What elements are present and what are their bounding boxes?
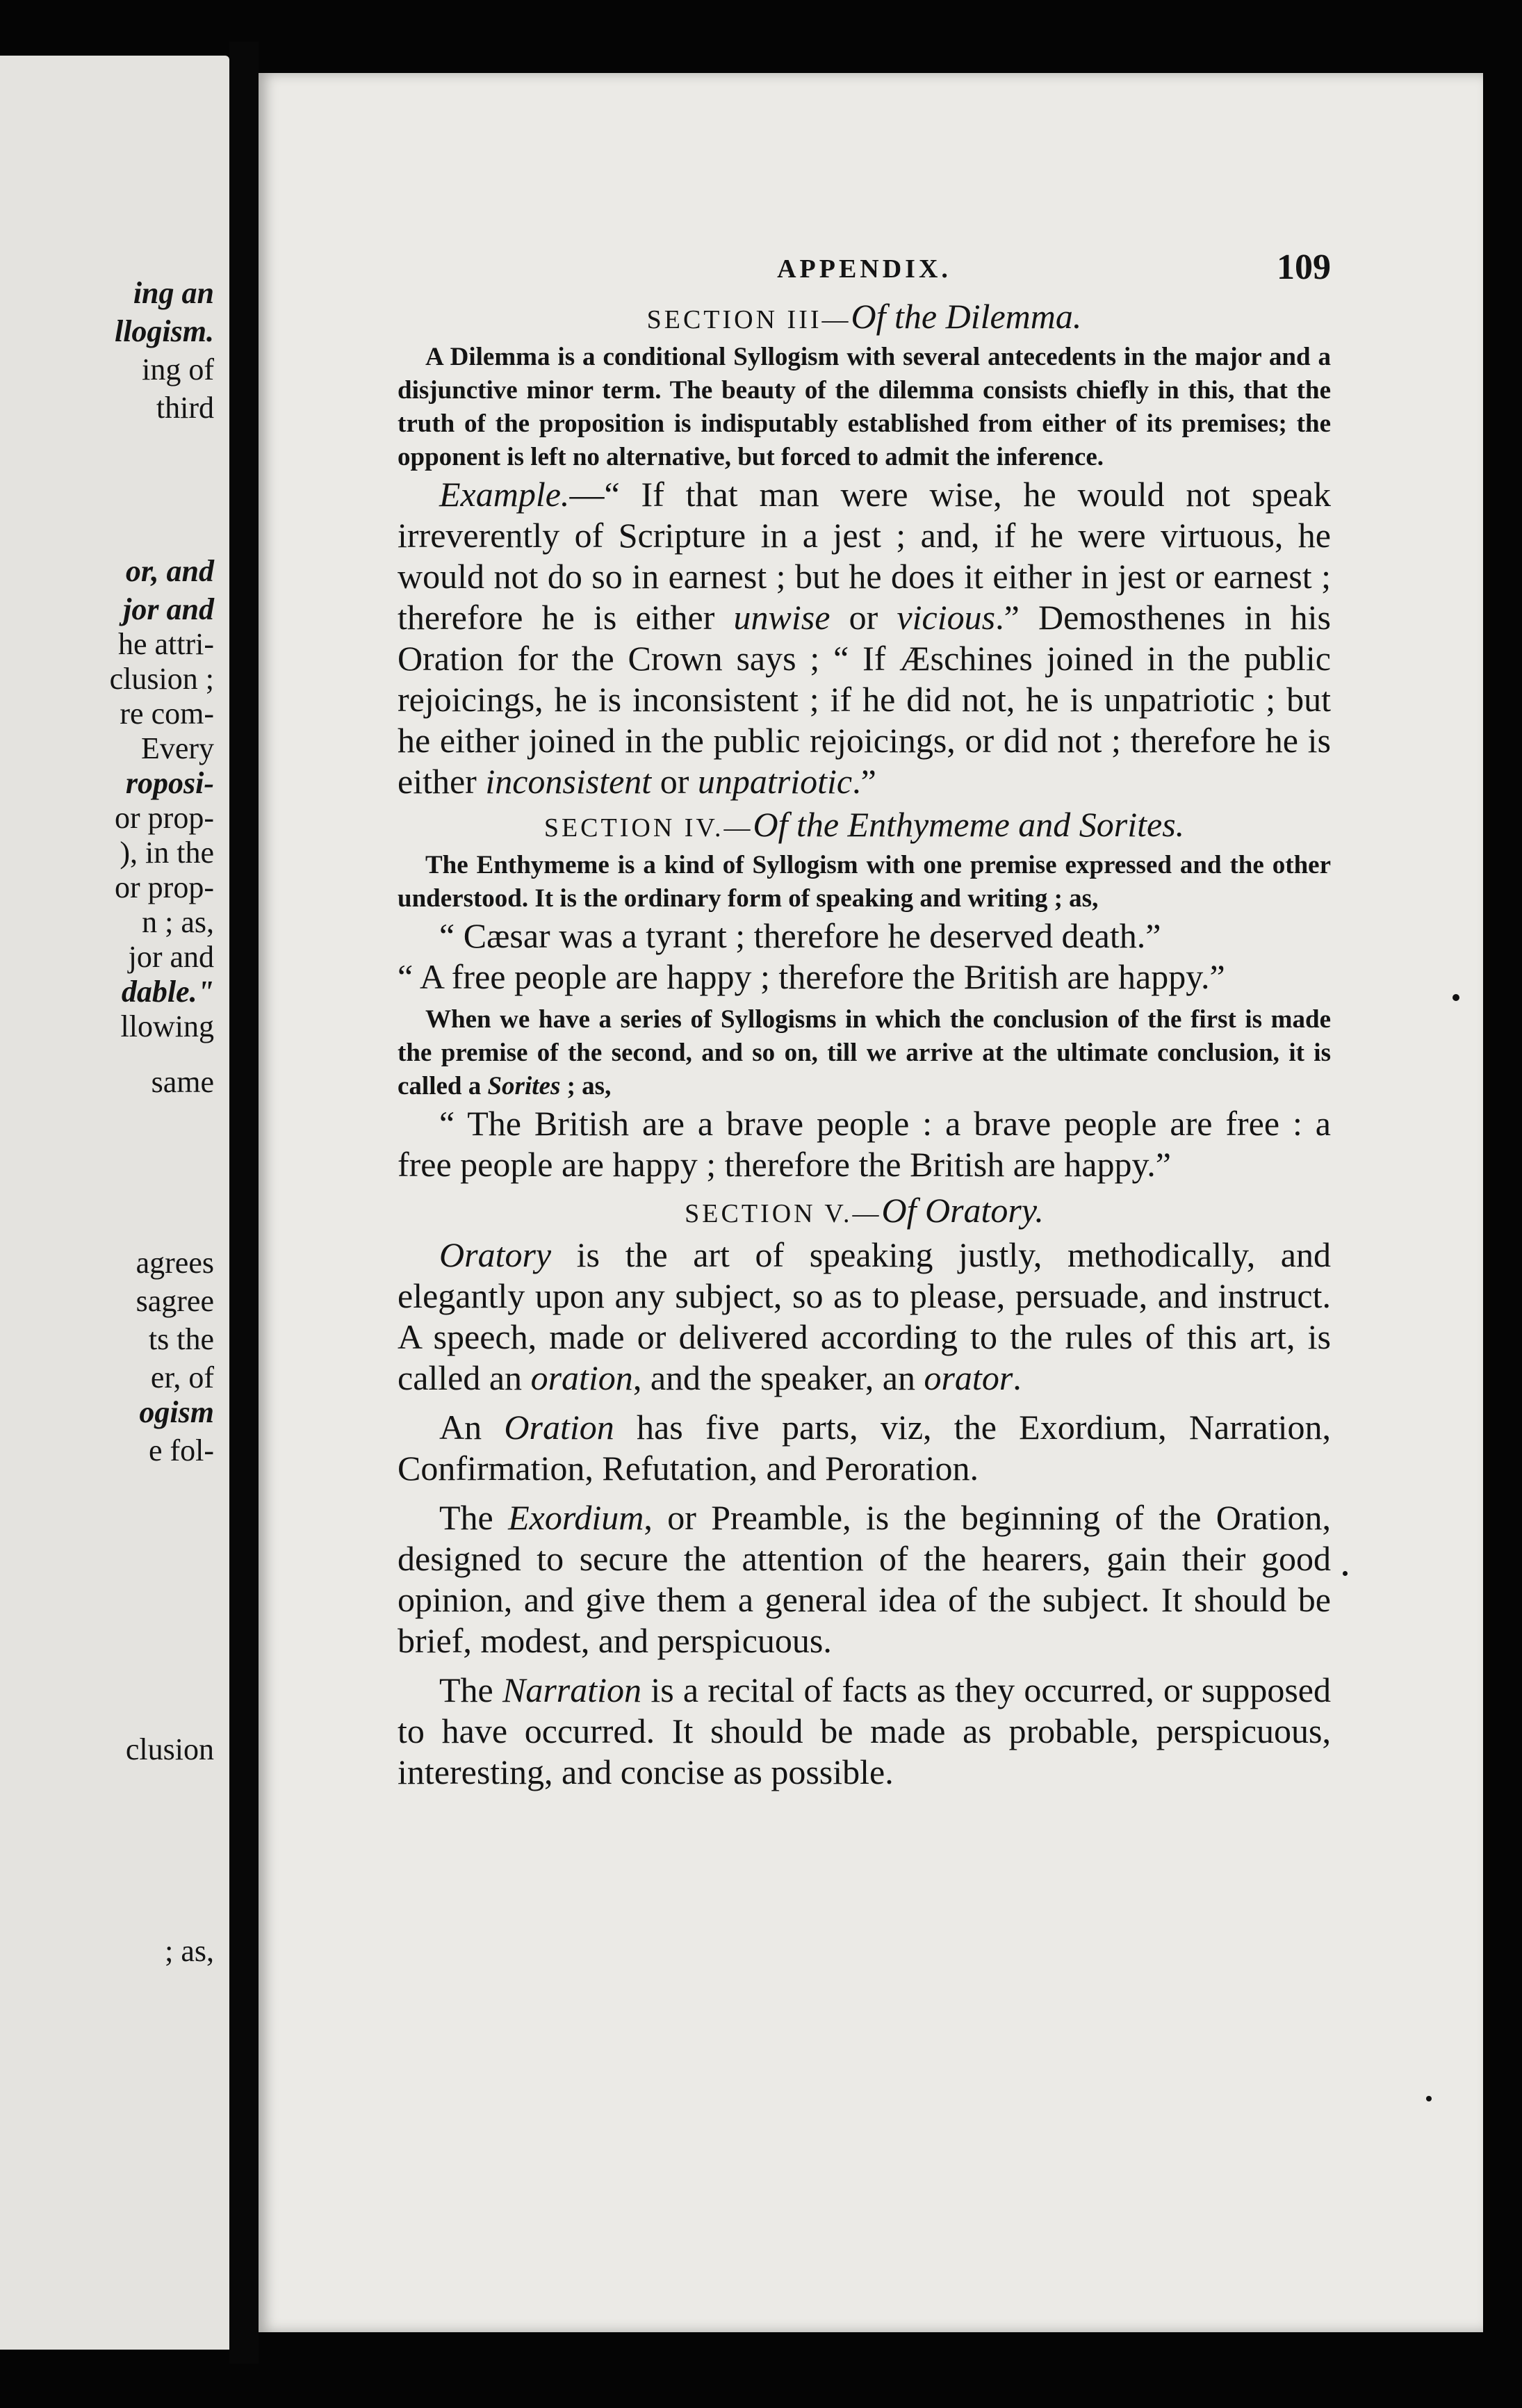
left-page-fragment: jor and xyxy=(128,940,214,974)
book-gutter xyxy=(229,42,259,2364)
left-page-fragment: agrees xyxy=(136,1246,214,1280)
left-page-fragment: or prop- xyxy=(115,870,214,904)
section-label: SECTION IV.— xyxy=(543,813,753,843)
left-page-fragment: third xyxy=(156,391,214,425)
quote-caesar xyxy=(398,916,1331,957)
running-head xyxy=(398,247,1331,295)
term-oratory: Oratory xyxy=(439,1235,552,1274)
left-page-fragment: re com- xyxy=(120,697,214,731)
ink-speck xyxy=(1343,1571,1348,1576)
left-page-fragment: er, of xyxy=(150,1360,214,1394)
ink-speck xyxy=(1426,2096,1432,2101)
left-page-fragment: or prop- xyxy=(115,801,214,835)
example-end: .” xyxy=(852,762,876,801)
section-4-heading xyxy=(398,804,1331,849)
paragraph-end: . xyxy=(1013,1358,1022,1397)
section-label: SECTION V.— xyxy=(685,1199,882,1228)
section-5-heading xyxy=(398,1189,1331,1235)
section-title: Of the Dilemma. xyxy=(851,297,1082,336)
left-page-fragment: llowing xyxy=(120,1009,214,1043)
left-page-fragment: dable." xyxy=(121,975,214,1009)
section-3-heading xyxy=(398,295,1331,341)
conj-or: or xyxy=(830,598,897,637)
narration-paragraph xyxy=(398,1670,1331,1793)
paragraph-text-2: , and the speaker, an xyxy=(632,1358,924,1397)
left-page-fragment: ts the xyxy=(148,1322,214,1356)
oratory-definition xyxy=(398,1235,1331,1399)
page-text xyxy=(398,247,1331,1793)
left-page-fragment: ogism xyxy=(139,1395,214,1429)
left-page-fragment: n ; as, xyxy=(142,905,214,939)
left-page-fragment: e fol- xyxy=(148,1433,214,1467)
example-label: Example. xyxy=(439,475,570,514)
dilemma-example xyxy=(398,474,1331,802)
exordium-paragraph xyxy=(398,1497,1331,1661)
sorites-definition xyxy=(398,1003,1331,1103)
term-sorites: Sorites xyxy=(487,1072,561,1100)
paragraph-text: has five parts, viz, the Exordium, Narration, Confirmation, Refutation, and Peroration. xyxy=(398,1408,1331,1488)
page xyxy=(259,73,1483,2332)
paragraph-text: is a recital of facts as they occurred, or supposed to have occurred. It should be made as probable, perspicuous, interesting, and concise as possible. xyxy=(398,1670,1331,1791)
example-text-2: .” Demosthenes in his Oration for the Crown says ; “ If Æschines joined in the public rejoicings, he is inconsistent ; if he did not, he is unpatriotic ; but he either joined in the public rejoicings, or did not ; therefore he is either xyxy=(398,598,1331,801)
left-page-fragment: ing an xyxy=(133,276,214,310)
definition-text: A Dilemma is a conditional Syllogism with several antecedents in the major and a disjunctive minor term. The beauty of the dilemma consists chiefly in this, that the truth of the proposition is indisputably established from either of its premises; the opponent is left no alternative, but forced to admit the inference. xyxy=(398,343,1331,471)
section-title: Of the Enthymeme and Sorites. xyxy=(753,805,1185,844)
definition-text: When we have a series of Syllogisms in which the conclusion of the first is made the premise of the second, and so on, till we arrive at the ultimate conclusion, it is called a xyxy=(398,1005,1331,1100)
example-text: —“ If that man were wise, he would not speak irreverently of Scripture in a jest ; and, if he were virtuous, he would not do so in earnest ; but he does it either in jest or earnest ; therefore he is either xyxy=(398,475,1331,637)
paragraph-text: is the art of speaking justly, methodically, and elegantly upon any subject, so as to please, persuade, and instruct. A speech, made or delivered according to the rules of this art, is called an xyxy=(398,1235,1331,1397)
term-unwise: unwise xyxy=(733,598,830,637)
term-unpatriotic: unpatriotic xyxy=(697,762,853,801)
definition-end: ; as, xyxy=(560,1072,612,1100)
term-oration: Oration xyxy=(504,1408,614,1447)
oration-parts xyxy=(398,1407,1331,1489)
left-page-fragment: he attri- xyxy=(117,627,214,661)
section-title: Of Oratory. xyxy=(881,1191,1044,1230)
left-page-fragment: jor and xyxy=(123,592,214,626)
paragraph-lead: The xyxy=(439,1498,509,1537)
term-narration: Narration xyxy=(502,1670,642,1709)
left-page-fragment: ing of xyxy=(142,352,214,387)
definition-text: The Enthymeme is a kind of Syllogism with one premise expressed and the other understood. It is the ordinary form of speaking and writing ; as, xyxy=(398,851,1331,913)
paragraph-lead: The xyxy=(439,1670,502,1709)
left-page-fragment: same xyxy=(151,1065,214,1099)
section-label: SECTION III— xyxy=(646,305,851,334)
quote-text: “ Cæsar was a tyrant ; therefore he deserved death.” xyxy=(439,916,1161,955)
left-page-fragment: or, and xyxy=(125,554,214,588)
enthymeme-definition xyxy=(398,849,1331,916)
term-oration: oration xyxy=(530,1358,633,1397)
left-page-fragment: ), in the xyxy=(120,836,214,870)
previous-page-edge xyxy=(0,56,229,2350)
paragraph-text: , or Preamble, is the beginning of the Oration, designed to secure the attention of the hearers, gain their good opinion, and give them a general idea of the subject. It should be brief, modest, and perspicuous. xyxy=(398,1498,1331,1660)
term-exordium: Exordium xyxy=(508,1498,644,1537)
left-page-fragment: llogism. xyxy=(114,314,214,348)
quote-text: “ The British are a brave people : a brave people are free : a free people are happy ; therefore the British are happy.” xyxy=(398,1104,1331,1184)
left-page-fragment: ; as, xyxy=(165,1934,214,1968)
ink-speck xyxy=(1453,994,1459,1001)
term-orator: orator xyxy=(924,1358,1013,1397)
left-page-fragment: clusion ; xyxy=(109,662,214,696)
dilemma-definition xyxy=(398,341,1331,474)
left-page-fragment: clusion xyxy=(125,1732,214,1766)
term-vicious: vicious xyxy=(897,598,996,637)
quote-free-people xyxy=(398,957,1331,998)
paragraph-lead: An xyxy=(439,1408,505,1447)
conj-or-2: or xyxy=(651,762,698,801)
page-number: 109 xyxy=(1277,247,1331,287)
running-title: APPENDIX. xyxy=(777,254,951,284)
term-inconsistent: inconsistent xyxy=(485,762,652,801)
quote-text: “ A free people are happy ; therefore the British are happy.” xyxy=(398,957,1225,996)
quote-british xyxy=(398,1103,1331,1185)
left-page-fragment: roposi- xyxy=(125,766,214,800)
left-page-fragment: Every xyxy=(140,731,214,765)
left-page-fragment: sagree xyxy=(136,1284,214,1318)
